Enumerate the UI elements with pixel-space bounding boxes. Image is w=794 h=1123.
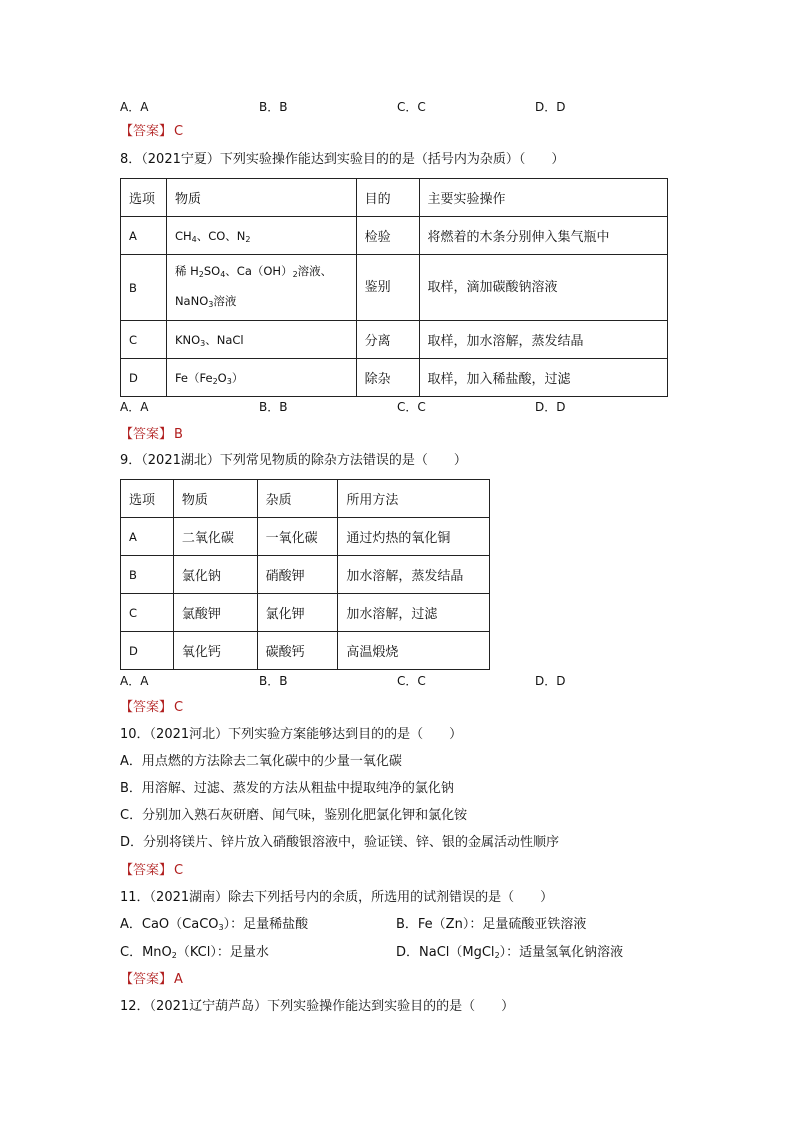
- answer-letter: C: [174, 124, 184, 139]
- option-cell: C: [121, 321, 167, 359]
- q11-option-c: C．MnO$_2$（KCl）：足量水: [120, 945, 269, 960]
- table-row: [121, 556, 490, 594]
- option-cell: D: [121, 359, 167, 397]
- q8-title: 8．（2021宁夏）下列实验操作能达到实验目的的是（括号内为杂质）（ ）: [120, 152, 565, 167]
- q7-option-b: B．B: [259, 100, 288, 114]
- impurity-cell: 硝酸钾: [257, 556, 338, 594]
- answer-letter: B: [174, 427, 183, 442]
- operation-cell: 取样，加入稀盐酸，过滤: [419, 359, 667, 397]
- q7-option-d: D．D: [535, 100, 566, 114]
- q12-title: 12．（2021辽宁葫芦岛）下列实验操作能达到实验目的的是（ ）: [120, 999, 515, 1014]
- answer-tag: 【答案】: [120, 972, 173, 987]
- q10-option-d: D．分别将镁片、锌片放入硝酸银溶液中，验证镁、锌、银的金属活动性顺序: [120, 835, 560, 850]
- method-cell: 通过灼热的氧化铜: [338, 518, 490, 556]
- q9-answer: [120, 698, 183, 718]
- operation-cell: 取样，滴加碳酸钠溶液: [419, 255, 667, 321]
- impurity-cell: 氯化钾: [257, 594, 338, 632]
- substance-cell: 二氧化碳: [173, 518, 257, 556]
- q11-option-a: A．CaO（CaCO$_3$）：足量稀盐酸: [120, 917, 309, 932]
- substance-cell: 氯化钠: [173, 556, 257, 594]
- answer-tag: 【答案】: [120, 700, 173, 715]
- table-row: [121, 518, 490, 556]
- answer-tag: 【答案】: [120, 124, 173, 139]
- header-cell: 选项: [121, 480, 174, 518]
- answer-letter: A: [174, 972, 183, 987]
- aim-cell: 分离: [356, 321, 419, 359]
- q9-title: 9．（2021湖北）下列常见物质的除杂方法错误的是（ ）: [120, 453, 467, 468]
- q10-title: 10．（2021河北）下列实验方案能够达到目的的是（ ）: [120, 727, 463, 742]
- header-cell: 目的: [356, 179, 419, 217]
- aim-cell: 鉴别: [356, 255, 419, 321]
- header-cell: 选项: [121, 179, 167, 217]
- q8-answer: [120, 425, 183, 445]
- q10-option-a: A．用点燃的方法除去二氧化碳中的少量一氧化碳: [120, 754, 402, 769]
- answer-tag: 【答案】: [120, 863, 173, 878]
- q11-answer: [120, 970, 183, 990]
- answer-letter: C: [174, 700, 184, 715]
- q8-header-row: [121, 179, 668, 217]
- table-row: [121, 594, 490, 632]
- option-cell: B: [121, 556, 174, 594]
- substance-cell: $CH_4$、CO、$N_2$: [166, 217, 356, 255]
- substance-cell: 氯酸钾: [173, 594, 257, 632]
- q7-option-c: C．C: [397, 100, 426, 114]
- substance-cell: 氧化钙: [173, 632, 257, 670]
- q8-option-a: A．A: [120, 400, 149, 414]
- q9-option-a: A．A: [120, 674, 149, 688]
- table-row: [121, 632, 490, 670]
- header-cell: 物质: [166, 179, 356, 217]
- substance-cell: 稀 $H_2SO_4$、$Ca(OH)_2$溶液、 NaNO$_3$溶液: [166, 255, 356, 321]
- q9-header-row: [121, 480, 490, 518]
- q11-option-d: D．NaCl（MgCl$_2$）：适量氢氧化钠溶液: [396, 945, 624, 960]
- table-row: [121, 359, 668, 397]
- q9-option-b: B．B: [259, 674, 288, 688]
- answer-letter: C: [174, 863, 184, 878]
- impurity-cell: 碳酸钙: [257, 632, 338, 670]
- operation-cell: 取样，加水溶解，蒸发结晶: [419, 321, 667, 359]
- option-cell: B: [121, 255, 167, 321]
- q10-option-c: C．分别加入熟石灰研磨、闻气味，鉴别化肥氯化钾和氯化铵: [120, 808, 468, 823]
- method-cell: 高温煅烧: [338, 632, 490, 670]
- header-cell: 杂质: [257, 480, 338, 518]
- operation-cell: 将燃着的木条分别伸入集气瓶中: [419, 217, 667, 255]
- header-cell: 主要实验操作: [419, 179, 667, 217]
- q9-option-c: C．C: [397, 674, 426, 688]
- q10-option-b: B．用溶解、过滤、蒸发的方法从粗盐中提取纯净的氯化钠: [120, 781, 454, 796]
- aim-cell: 除杂: [356, 359, 419, 397]
- table-row: [121, 321, 668, 359]
- q9-table: [120, 479, 490, 670]
- method-cell: 加水溶解，蒸发结晶: [338, 556, 490, 594]
- q8-option-d: D．D: [535, 400, 566, 414]
- table-row: [121, 217, 668, 255]
- q7-answer: [120, 122, 183, 142]
- option-cell: C: [121, 594, 174, 632]
- q7-option-a: A．A: [120, 100, 149, 114]
- q10-answer: [120, 861, 183, 881]
- q11-option-b: B．Fe（Zn）：足量硫酸亚铁溶液: [396, 917, 587, 932]
- method-cell: 加水溶解，过滤: [338, 594, 490, 632]
- q8-table: [120, 178, 668, 397]
- q8-option-b: B．B: [259, 400, 288, 414]
- answer-tag: 【答案】: [120, 427, 173, 442]
- impurity-cell: 一氧化碳: [257, 518, 338, 556]
- substance-cell: $KNO_3$、NaCl: [166, 321, 356, 359]
- aim-cell: 检验: [356, 217, 419, 255]
- substance-cell: $Fe(Fe_2O_3)$: [166, 359, 356, 397]
- q11-title: 11．（2021湖南）除去下列括号内的余质，所选用的试剂错误的是（ ）: [120, 890, 554, 905]
- table-row: [121, 255, 668, 321]
- option-cell: A: [121, 217, 167, 255]
- header-cell: 物质: [173, 480, 257, 518]
- q8-option-c: C．C: [397, 400, 426, 414]
- header-cell: 所用方法: [338, 480, 490, 518]
- option-cell: A: [121, 518, 174, 556]
- q9-option-d: D．D: [535, 674, 566, 688]
- option-cell: D: [121, 632, 174, 670]
